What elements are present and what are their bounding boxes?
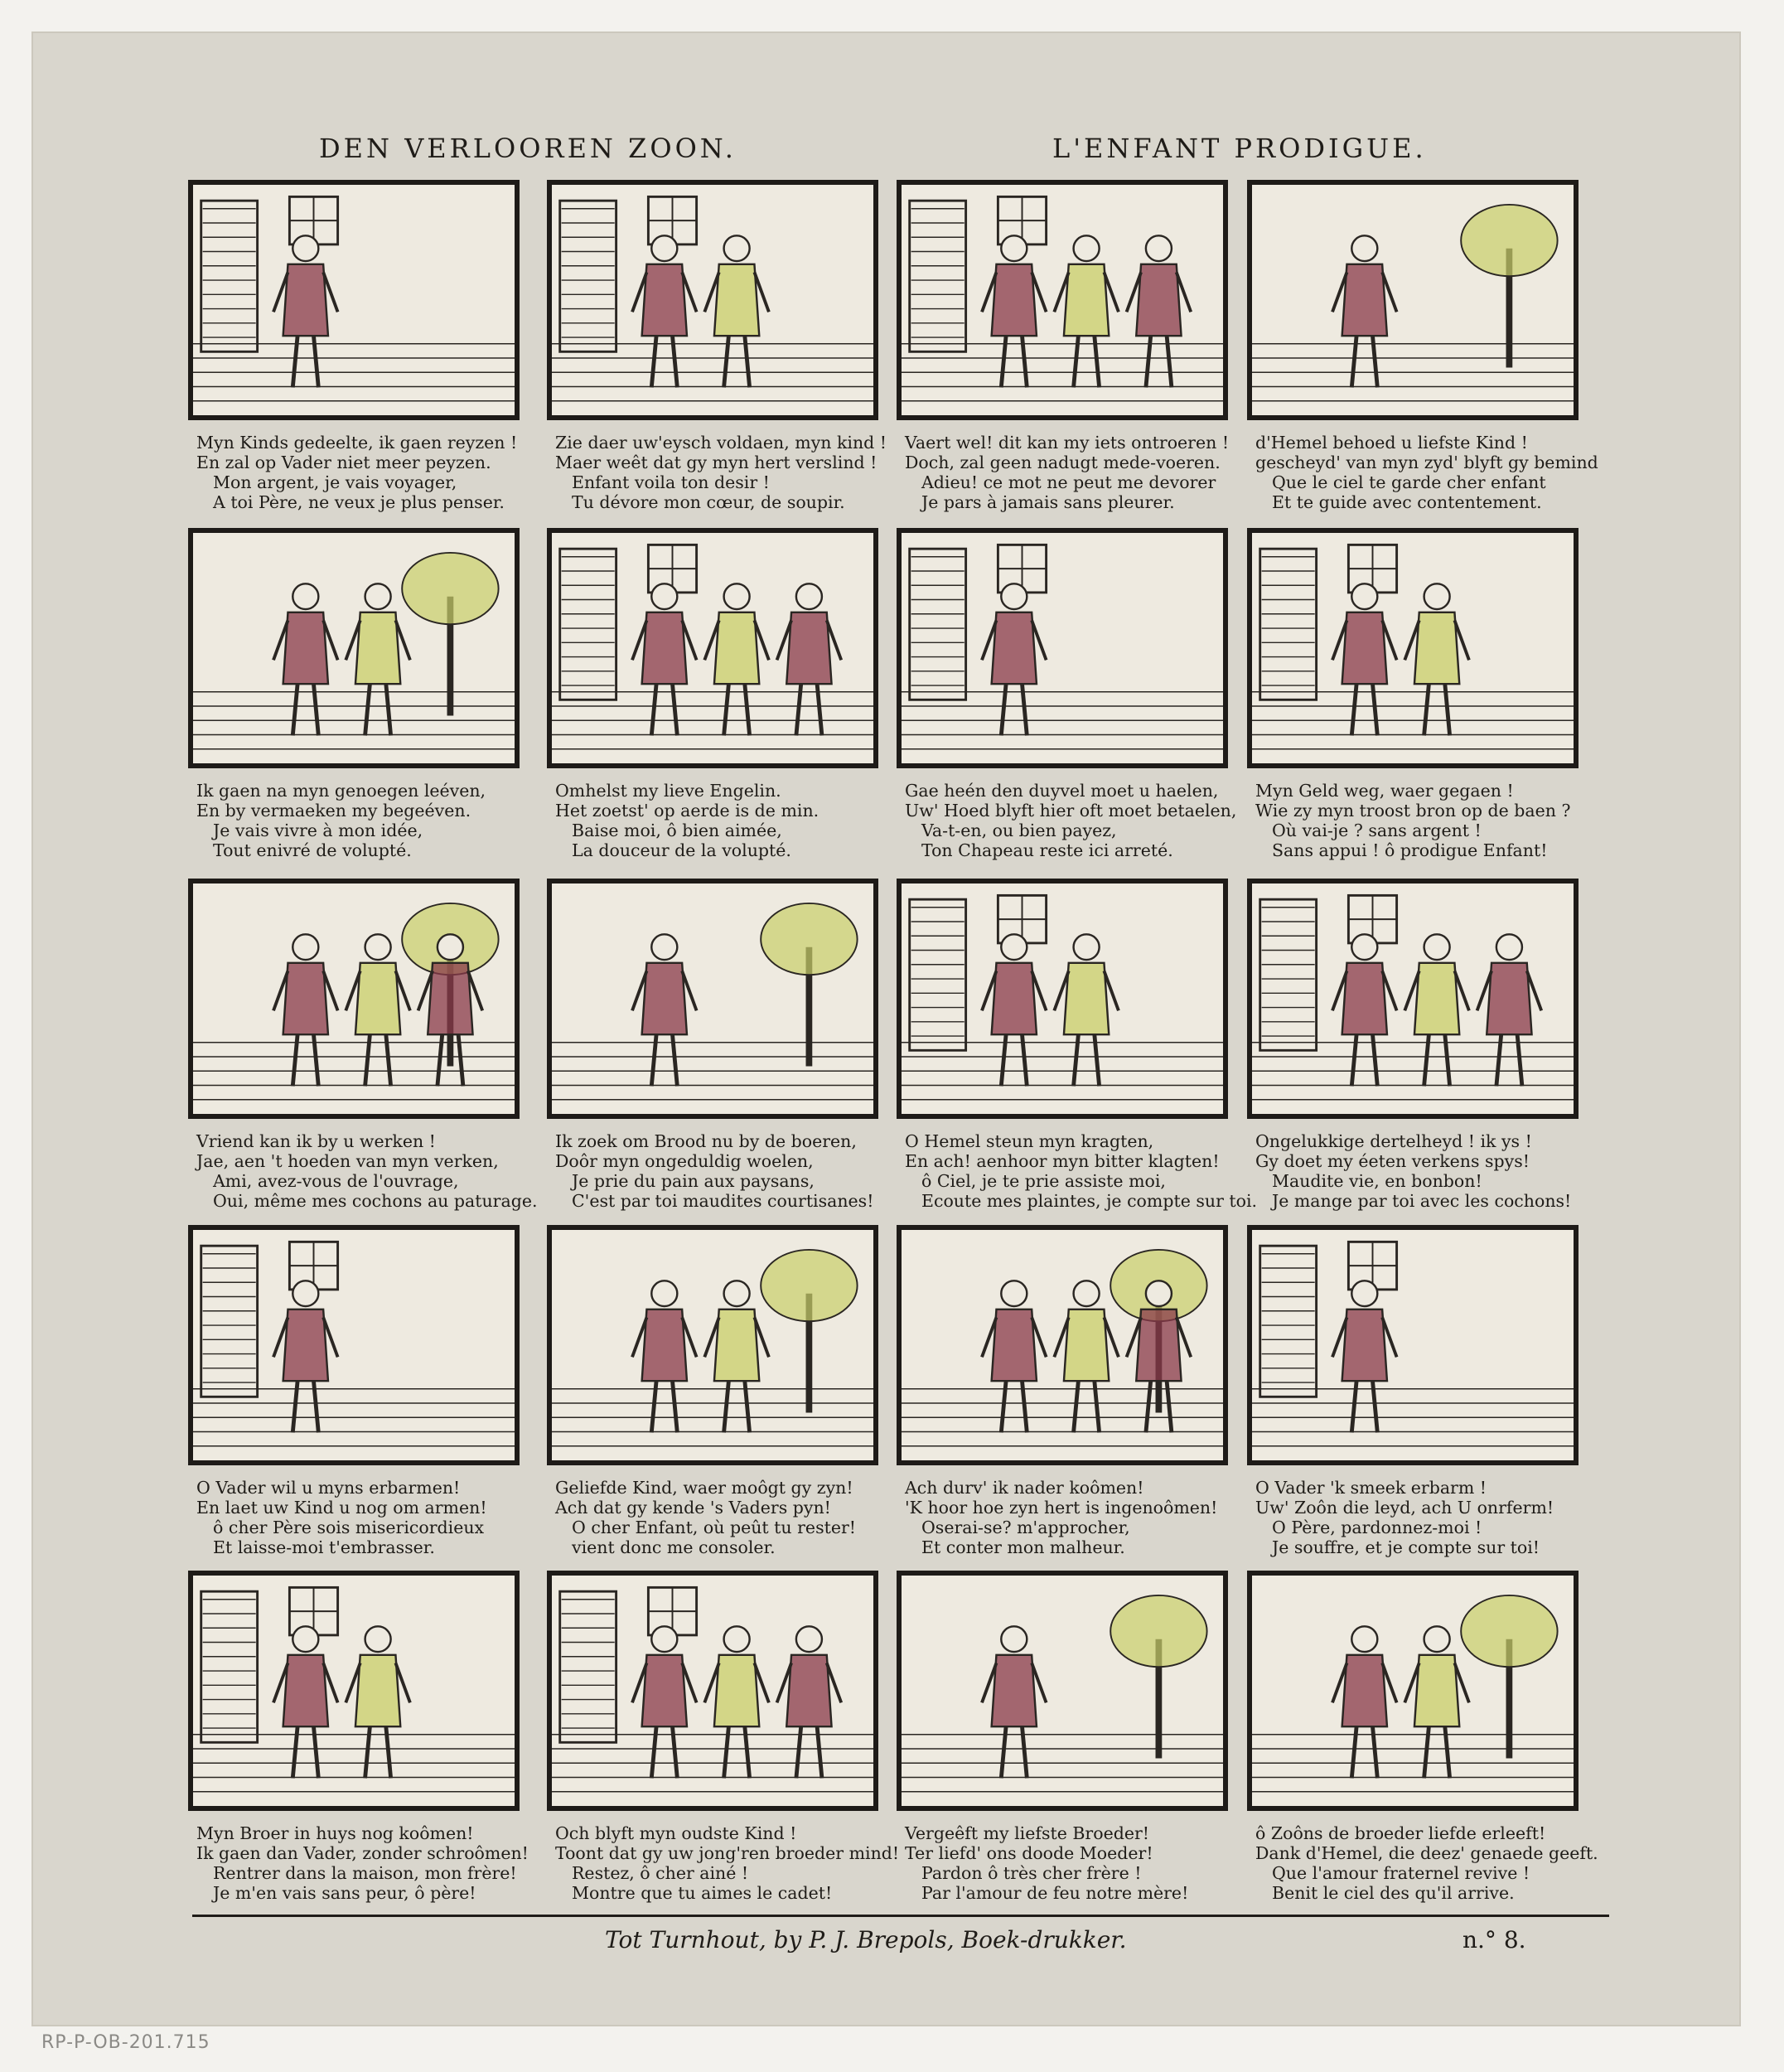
- verse-line: Ik gaen dan Vader, zonder schroômen!: [196, 1843, 529, 1863]
- woodcut-illustration: [552, 1576, 873, 1806]
- woodcut-illustration: [552, 185, 873, 415]
- verse-caption: [196, 781, 486, 860]
- woodcut-panel: [547, 180, 878, 420]
- woodcut-illustration: [902, 1576, 1223, 1806]
- title-bar: [0, 133, 1784, 174]
- woodcut-panel: [547, 879, 878, 1119]
- verse-line: Ach durv' ik nader koômen!: [905, 1478, 1144, 1498]
- verse-caption: [905, 433, 1229, 512]
- verse-line: Och blyft myn oudste Kind !: [555, 1823, 797, 1843]
- woodcut-illustration: [552, 533, 873, 763]
- verse-line: En by vermaeken my begeéven.: [196, 801, 471, 821]
- verse-line: Ter liefd' ons doode Moeder!: [905, 1843, 1153, 1863]
- verse-caption: [1255, 781, 1570, 860]
- verse-line: Maer weêt dat gy myn hert verslind !: [555, 453, 877, 472]
- french-title: L'ENFANT PRODIGUE.: [1052, 133, 1427, 164]
- verse-line: C'est par toi maudites courtisanes!: [572, 1191, 874, 1211]
- verse-line: Adieu! ce mot ne peut me devorer: [921, 472, 1216, 492]
- verse-line: Myn Broer in huys nog koômen!: [196, 1823, 474, 1843]
- verse-caption: [1255, 1131, 1571, 1211]
- verse-line: Oui, même mes cochons au paturage.: [213, 1191, 538, 1211]
- verse-line: Gy doet my éeten verkens spys!: [1255, 1151, 1530, 1171]
- verse-line: 'K hoor hoe zyn hert is ingenoômen!: [905, 1498, 1218, 1518]
- woodcut-illustration: [193, 533, 515, 763]
- verse-caption: [196, 1823, 529, 1903]
- verse-line: En laet uw Kind u nog om armen!: [196, 1498, 487, 1518]
- woodcut-panel: [547, 1225, 878, 1465]
- verse-line: Toont dat gy uw jong'ren broeder mind!: [555, 1843, 900, 1863]
- verse-caption: [555, 433, 887, 512]
- verse-line: Oserai-se? m'approcher,: [921, 1518, 1130, 1537]
- verse-caption: [905, 1823, 1188, 1903]
- woodcut-panel: [188, 879, 520, 1119]
- verse-line: Geliefde Kind, waer moôgt gy zyn!: [555, 1478, 853, 1498]
- woodcut-panel: [188, 1225, 520, 1465]
- verse-line: Où vai-je ? sans argent !: [1272, 821, 1482, 840]
- verse-line: Je pars à jamais sans pleurer.: [921, 492, 1175, 512]
- woodcut-panel: [188, 528, 520, 768]
- woodcut-illustration: [552, 884, 873, 1114]
- verse-line: Vriend kan ik by u werken !: [196, 1131, 436, 1151]
- verse-line: Ecoute mes plaintes, je compte sur toi.: [921, 1191, 1258, 1211]
- woodcut-panel: [188, 1571, 520, 1811]
- verse-line: Tu dévore mon cœur, de soupir.: [572, 492, 845, 512]
- verse-line: Benit le ciel des qu'il arrive.: [1272, 1883, 1515, 1903]
- verse-line: Je mange par toi avec les cochons!: [1272, 1191, 1572, 1211]
- verse-line: Et conter mon malheur.: [921, 1537, 1125, 1557]
- woodcut-illustration: [902, 185, 1223, 415]
- verse-line: Je m'en vais sans peur, ô père!: [213, 1883, 476, 1903]
- woodcut-panel: [547, 528, 878, 768]
- verse-line: Par l'amour de feu notre mère!: [921, 1883, 1189, 1903]
- verse-line: ô cher Père sois misericordieux: [213, 1518, 485, 1537]
- woodcut-panel: [897, 180, 1228, 420]
- verse-line: En zal op Vader niet meer peyzen.: [196, 453, 491, 472]
- verse-line: O Vader wil u myns erbarmen!: [196, 1478, 461, 1498]
- verse-line: Que l'amour fraternel revive !: [1272, 1863, 1530, 1883]
- woodcut-illustration: [193, 1230, 515, 1460]
- verse-caption: [196, 1478, 487, 1557]
- verse-line: Gae heén den duyvel moet u haelen,: [905, 781, 1219, 801]
- verse-line: Vergeêft my liefste Broeder!: [905, 1823, 1149, 1843]
- dutch-title: DEN VERLOOREN ZOON.: [319, 133, 737, 164]
- verse-line: Je vais vivre à mon idée,: [213, 821, 423, 840]
- woodcut-panel: [1247, 879, 1579, 1119]
- verse-line: d'Hemel behoed u liefste Kind !: [1255, 433, 1528, 453]
- verse-line: Doôr myn ongeduldig woelen,: [555, 1151, 814, 1171]
- verse-caption: [1255, 433, 1598, 512]
- woodcut-panel: [1247, 1225, 1579, 1465]
- verse-line: Sans appui ! ô prodigue Enfant!: [1272, 840, 1548, 860]
- woodcut-panel: [897, 1571, 1228, 1811]
- verse-line: Wie zy myn troost bron op de baen ?: [1255, 801, 1571, 821]
- verse-line: Pardon ô très cher frère !: [921, 1863, 1142, 1883]
- verse-line: Maudite vie, en bonbon!: [1272, 1171, 1482, 1191]
- verse-line: Va-t-en, ou bien payez,: [921, 821, 1117, 840]
- verse-line: La douceur de la volupté.: [572, 840, 791, 860]
- verse-caption: [1255, 1823, 1598, 1903]
- woodcut-illustration: [1252, 884, 1574, 1114]
- woodcut-illustration: [902, 533, 1223, 763]
- verse-line: Baise moi, ô bien aimée,: [572, 821, 782, 840]
- verse-line: Het zoetst' op aerde is de min.: [555, 801, 819, 821]
- verse-line: O Père, pardonnez-moi !: [1272, 1518, 1482, 1537]
- woodcut-illustration: [193, 185, 515, 415]
- verse-line: Ton Chapeau reste ici arreté.: [921, 840, 1173, 860]
- sheet-number: n.° 8.: [1462, 1926, 1526, 1953]
- verse-line: Et te guide avec contentement.: [1272, 492, 1542, 512]
- verse-line: En ach! aenhoor myn bitter klagten!: [905, 1151, 1220, 1171]
- verse-line: ô Ciel, je te prie assiste moi,: [921, 1171, 1166, 1191]
- woodcut-illustration: [902, 884, 1223, 1114]
- verse-line: Myn Kinds gedeelte, ik gaen reyzen !: [196, 433, 518, 453]
- verse-line: Ik zoek om Brood nu by de boeren,: [555, 1131, 857, 1151]
- verse-line: Uw' Zoôn die leyd, ach U onrferm!: [1255, 1498, 1554, 1518]
- museum-reference: RP-P-OB-201.715: [41, 2032, 210, 2053]
- verse-line: Je prie du pain aux paysans,: [572, 1171, 815, 1191]
- woodcut-illustration: [902, 1230, 1223, 1460]
- verse-line: gescheyd' van myn zyd' blyft gy bemind: [1255, 453, 1598, 472]
- verse-caption: [1255, 1478, 1554, 1557]
- verse-line: Rentrer dans la maison, mon frère!: [213, 1863, 517, 1883]
- verse-line: Dank d'Hemel, die deez' genaede geeft.: [1255, 1843, 1598, 1863]
- verse-line: A toi Père, ne veux je plus penser.: [213, 492, 505, 512]
- woodcut-illustration: [1252, 185, 1574, 415]
- verse-line: Vaert wel! dit kan my iets ontroeren !: [905, 433, 1230, 453]
- woodcut-panel: [1247, 1571, 1579, 1811]
- verse-line: Ach dat gy kende 's Vaders pyn!: [555, 1498, 831, 1518]
- woodcut-panel: [1247, 180, 1579, 420]
- verse-caption: [196, 1131, 537, 1211]
- verse-caption: [905, 1131, 1257, 1211]
- woodcut-illustration: [193, 884, 515, 1114]
- footer-rule: [192, 1915, 1609, 1917]
- woodcut-illustration: [552, 1230, 873, 1460]
- woodcut-panel: [188, 180, 520, 420]
- verse-line: Montre que tu aimes le cadet!: [572, 1883, 833, 1903]
- verse-line: O Vader 'k smeek erbarm !: [1255, 1478, 1487, 1498]
- woodcut-illustration: [193, 1576, 515, 1806]
- verse-line: Omhelst my lieve Engelin.: [555, 781, 781, 801]
- woodcut-panel: [897, 879, 1228, 1119]
- verse-caption: [196, 433, 517, 512]
- woodcut-illustration: [1252, 533, 1574, 763]
- verse-line: ô Zoôns de broeder liefde erleeft!: [1255, 1823, 1546, 1843]
- woodcut-illustration: [1252, 1230, 1574, 1460]
- verse-line: Et laisse-moi t'embrasser.: [213, 1537, 435, 1557]
- verse-line: Ongelukkige dertelheyd ! ik ys !: [1255, 1131, 1532, 1151]
- verse-caption: [905, 781, 1236, 860]
- verse-line: Uw' Hoed blyft hier oft moet betaelen,: [905, 801, 1237, 821]
- verse-line: Doch, zal geen nadugt mede-voeren.: [905, 453, 1221, 472]
- woodcut-panel: [897, 1225, 1228, 1465]
- verse-line: Que le ciel te garde cher enfant: [1272, 472, 1546, 492]
- verse-line: Zie daer uw'eysch voldaen, myn kind !: [555, 433, 887, 453]
- verse-line: Jae, aen 't hoeden van myn verken,: [196, 1151, 499, 1171]
- verse-line: O cher Enfant, où peût tu rester!: [572, 1518, 856, 1537]
- verse-caption: [555, 781, 819, 860]
- verse-line: Je souffre, et je compte sur toi!: [1272, 1537, 1540, 1557]
- verse-line: Tout enivré de volupté.: [213, 840, 412, 860]
- verse-line: Mon argent, je vais voyager,: [213, 472, 457, 492]
- verse-line: Restez, ô cher ainé !: [572, 1863, 749, 1883]
- woodcut-panel: [1247, 528, 1579, 768]
- verse-caption: [905, 1478, 1217, 1557]
- verse-line: Ami, avez-vous de l'ouvrage,: [213, 1171, 459, 1191]
- verse-caption: [555, 1823, 899, 1903]
- woodcut-panel: [897, 528, 1228, 768]
- verse-line: vient donc me consoler.: [572, 1537, 776, 1557]
- verse-caption: [555, 1478, 856, 1557]
- woodcut-illustration: [1252, 1576, 1574, 1806]
- verse-caption: [555, 1131, 873, 1211]
- verse-line: Ik gaen na myn genoegen leéven,: [196, 781, 486, 801]
- woodcut-panel: [547, 1571, 878, 1811]
- verse-line: O Hemel steun myn kragten,: [905, 1131, 1154, 1151]
- verse-line: Enfant voila ton desir !: [572, 472, 770, 492]
- imprint: Tot Turnhout, by P. J. Brepols, Boek-drukker.: [605, 1926, 1127, 1953]
- verse-line: Myn Geld weg, waer gegaen !: [1255, 781, 1514, 801]
